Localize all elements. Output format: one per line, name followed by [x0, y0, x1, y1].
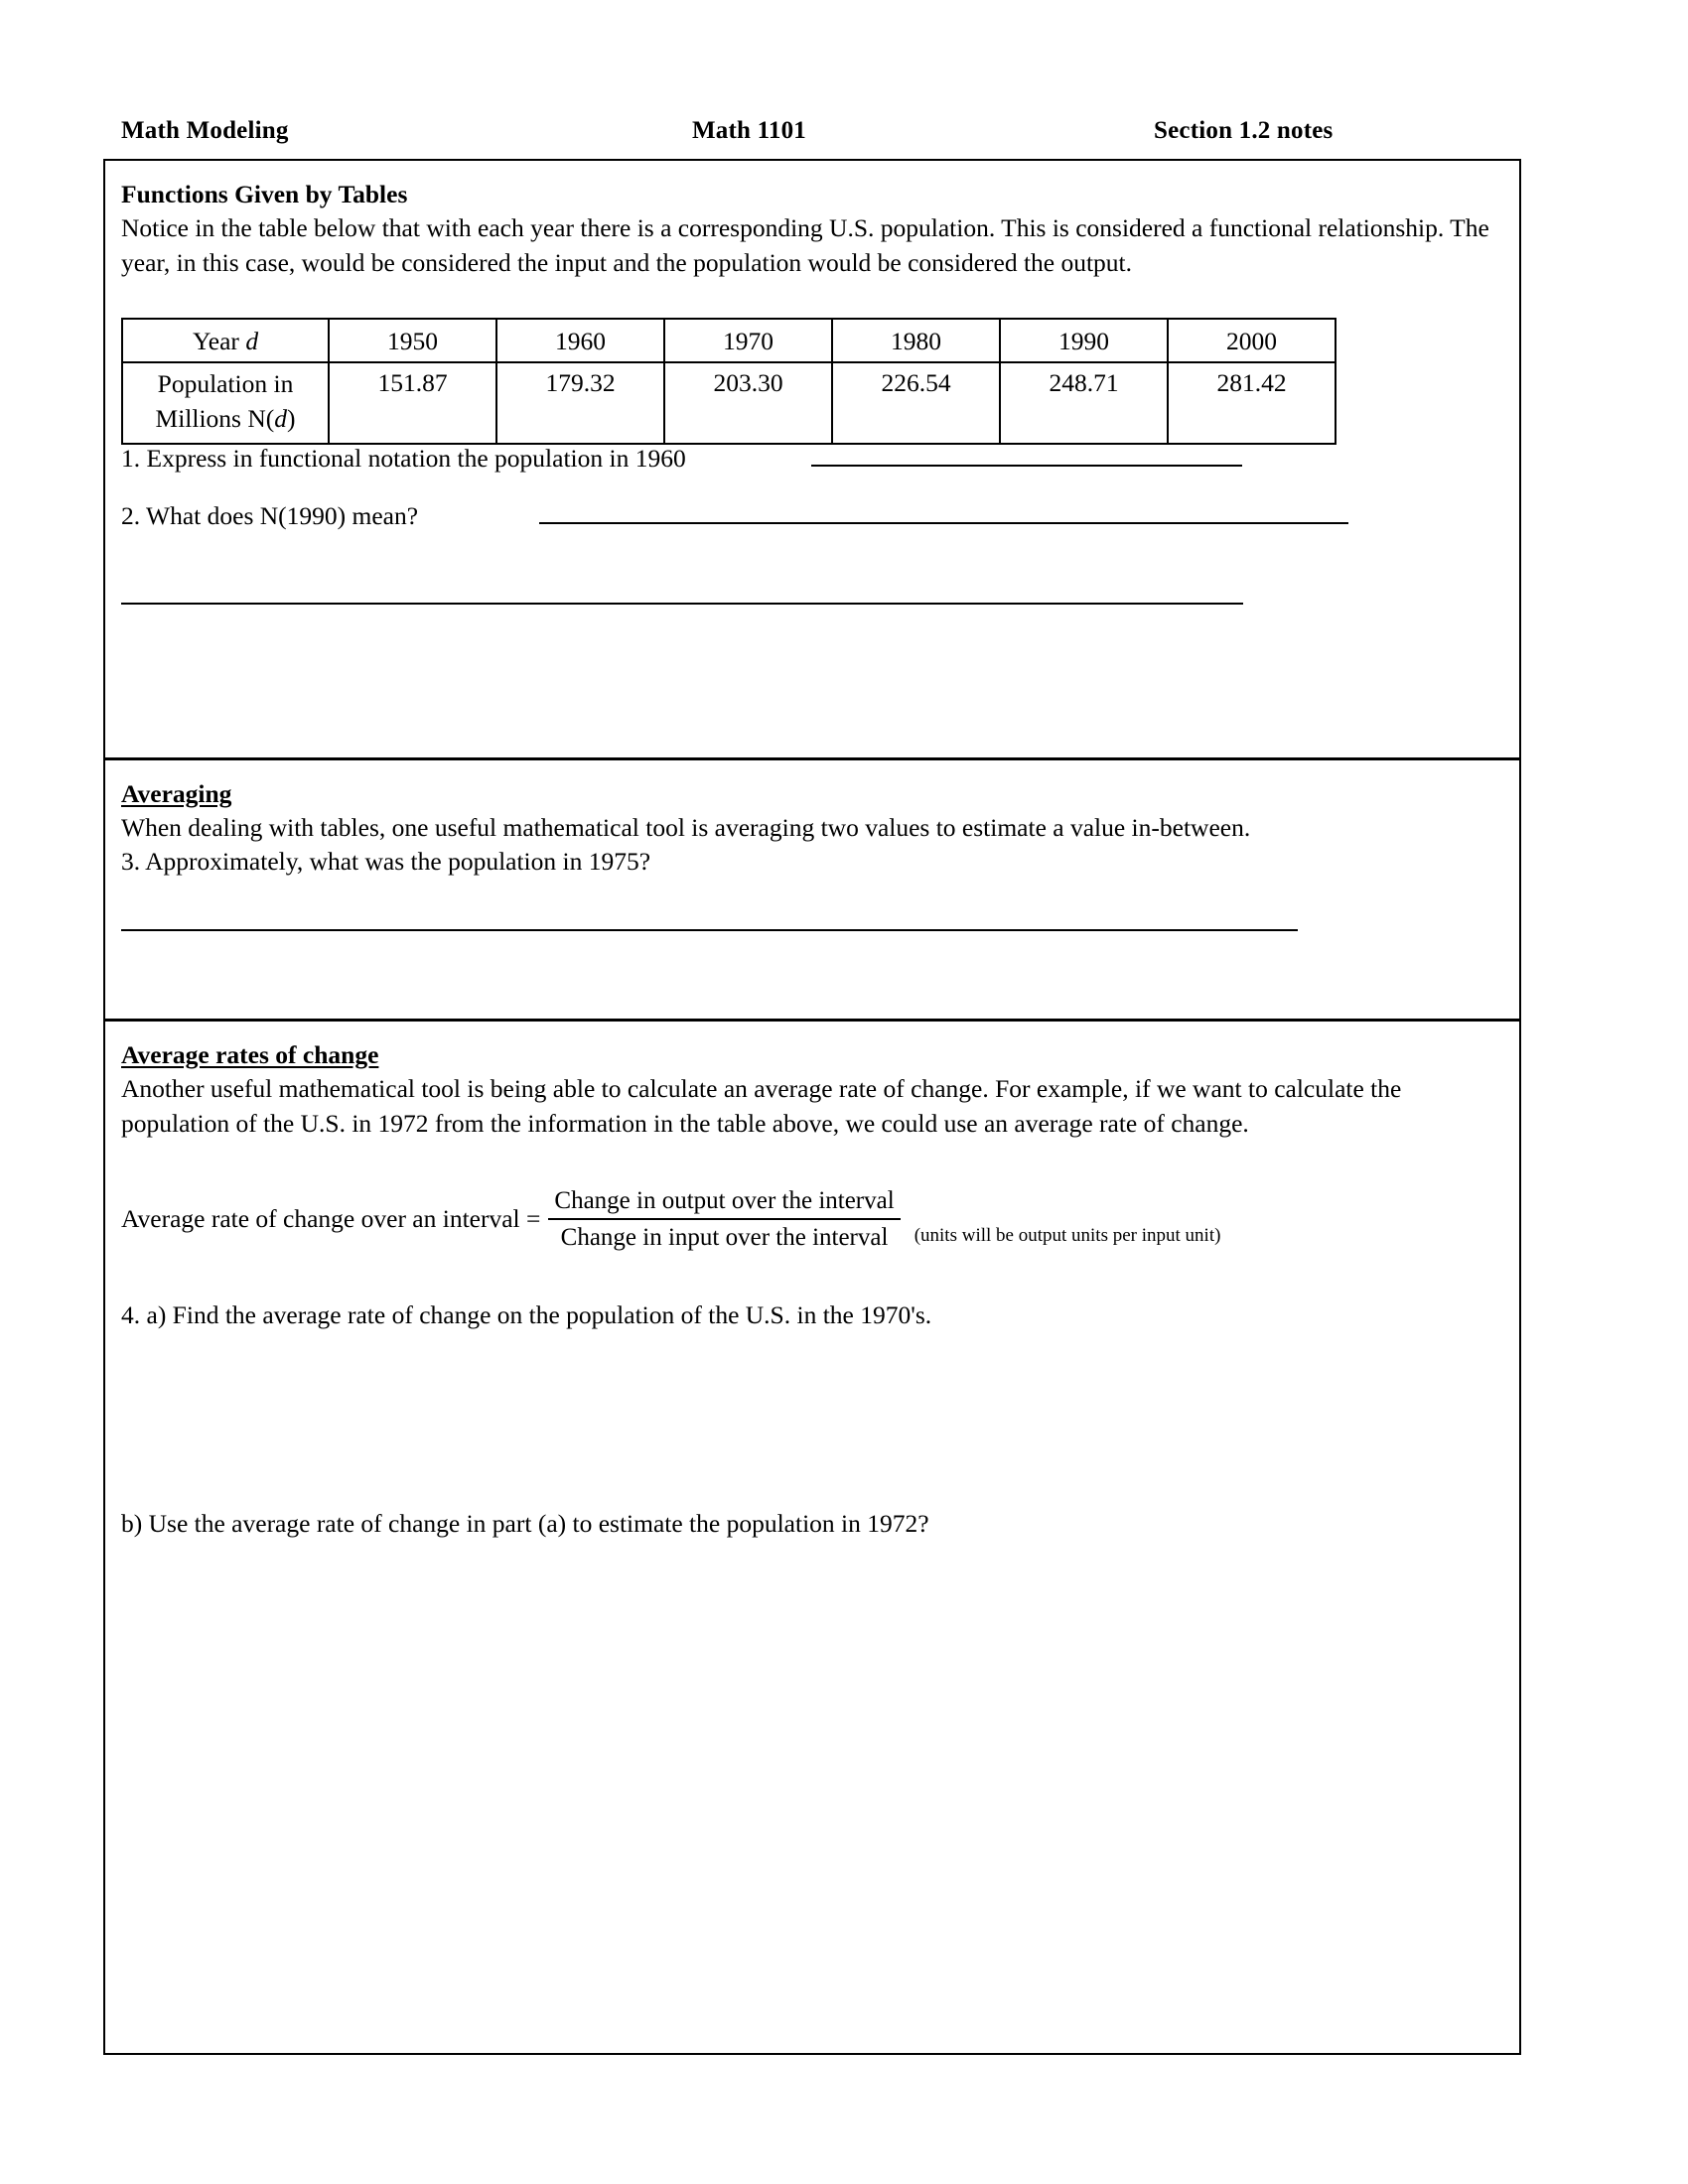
year-label-text: Year — [192, 326, 246, 355]
table-cell-population-1: 179.32 — [496, 362, 664, 444]
table-cell-year-4: 1990 — [1000, 319, 1168, 362]
question-3-text: 3. Approximately, what was the population in 1975? — [121, 847, 651, 876]
question-4a-text: 4. a) Find the average rate of change on the population of the U.S. in the 1970's. — [121, 1300, 932, 1329]
question-4b-text: b) Use the average rate of change in part (a) to estimate the population in 1972? — [121, 1509, 929, 1538]
table-header-population-label — [122, 362, 329, 444]
formula-units-note: (units will be output units per input unit) — [914, 1225, 1221, 1246]
average-rate-of-change-formula — [121, 1185, 1220, 1253]
answer-line-question-2a[interactable] — [539, 522, 1348, 524]
table-cell-population-3: 226.54 — [832, 362, 1000, 444]
table-row-population — [122, 362, 1336, 444]
question-1-text: 1. Express in functional notation the population in 1960 — [121, 444, 686, 473]
answer-line-question-1[interactable] — [811, 465, 1242, 467]
table-cell-year-1: 1960 — [496, 319, 664, 362]
table-cell-population-5: 281.42 — [1168, 362, 1336, 444]
table-cell-year-5: 2000 — [1168, 319, 1336, 362]
header-course-title: Math Modeling — [121, 117, 289, 144]
table-cell-year-3: 1980 — [832, 319, 1000, 362]
section2-heading: Averaging — [121, 779, 232, 808]
year-label-variable: d — [245, 326, 259, 355]
section-divider-1 — [105, 757, 1519, 760]
header-course-code: Math 1101 — [692, 117, 806, 144]
section2-paragraph: When dealing with tables, one useful mathematical tool is averaging two values to estimate a value in-between. — [121, 813, 1251, 842]
table-cell-population-4: 248.71 — [1000, 362, 1168, 444]
question-2-text: 2. What does N(1990) mean? — [121, 501, 419, 530]
population-label-line1: Population in — [157, 369, 294, 398]
table-cell-population-0: 151.87 — [329, 362, 496, 444]
section1-paragraph: Notice in the table below that with each year there is a corresponding U.S. population. This is considered a functional relationship. The year, in this case, would be considered the input and the population would be considered the output. — [121, 213, 1489, 277]
document-frame — [103, 159, 1521, 2055]
formula-denominator: Change in input over the interval — [560, 1224, 889, 1251]
formula-left-hand-side: Average rate of change over an interval = — [121, 1204, 541, 1233]
population-label-line2-prefix: Millions N( — [155, 404, 275, 433]
table-cell-year-2: 1970 — [664, 319, 832, 362]
population-label-variable: d — [274, 404, 287, 433]
table-row-years — [122, 319, 1336, 362]
page-header — [121, 117, 1412, 151]
population-label-line2-suffix: ) — [286, 404, 296, 433]
answer-line-question-3[interactable] — [121, 929, 1298, 931]
formula-numerator: Change in output over the interval — [554, 1187, 895, 1214]
section3-heading: Average rates of change — [121, 1040, 379, 1069]
header-section-note: Section 1.2 notes — [1154, 117, 1334, 144]
answer-line-question-2b[interactable] — [121, 603, 1243, 605]
formula-fraction — [548, 1185, 900, 1253]
section3-paragraph: Another useful mathematical tool is being able to calculate an average rate of change. For example, if we want to calculate the population of the U.S. in 1972 from the information in the table above, we could use an average rate of change. — [121, 1074, 1402, 1138]
section-divider-2 — [105, 1019, 1519, 1022]
section1-heading: Functions Given by Tables — [121, 180, 408, 208]
population-data-table — [121, 318, 1336, 445]
table-cell-year-0: 1950 — [329, 319, 496, 362]
table-header-year-label — [122, 319, 329, 362]
table-cell-population-2: 203.30 — [664, 362, 832, 444]
